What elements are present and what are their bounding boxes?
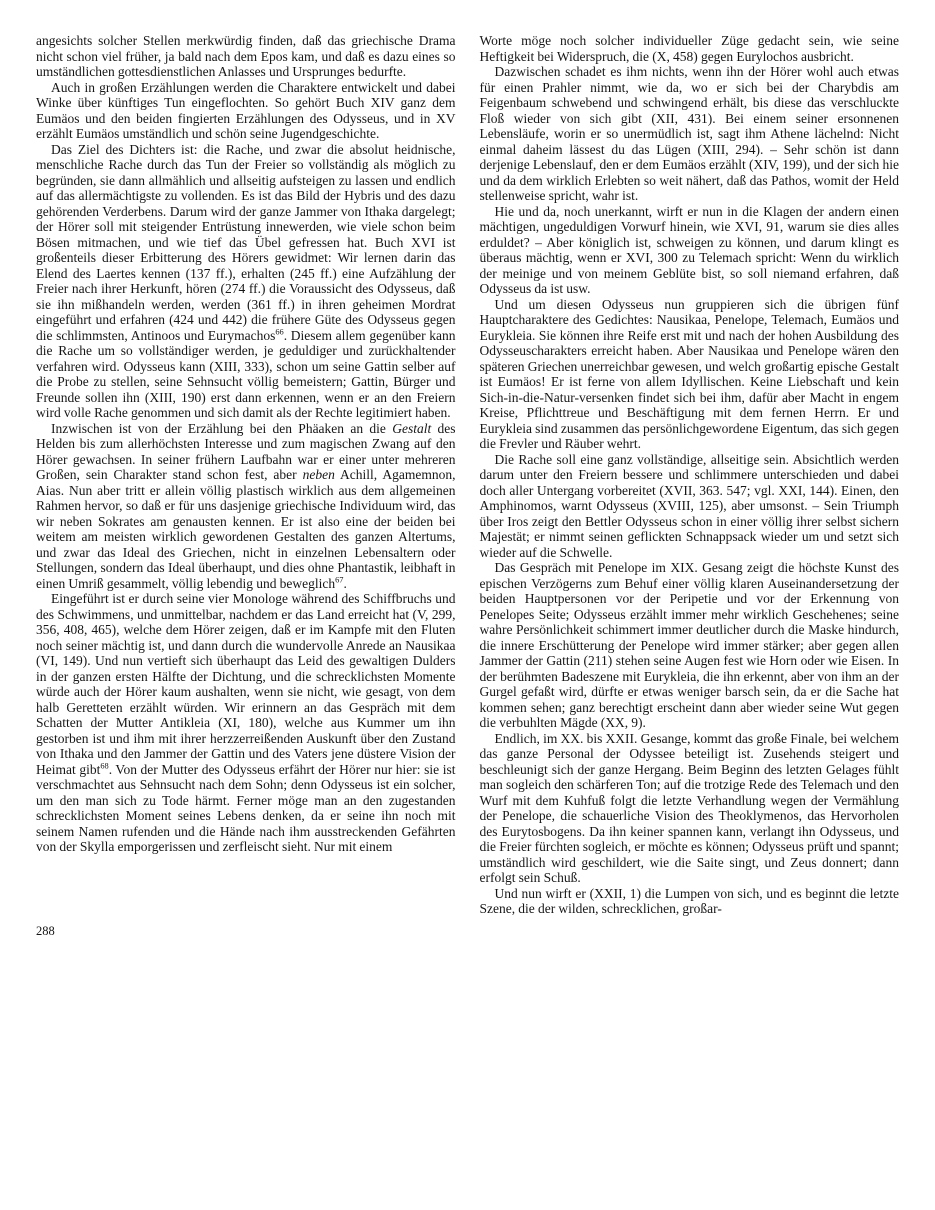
- emphasized-text: neben: [302, 467, 335, 482]
- text-run: Auch in großen Erzählungen werden die Charaktere entwickelt und dabei Winke über künftiges Tun eingeflochten. So gehört Buch XIV ganz dem Eumäos und den beiden fingierten Erzählungen des Odysseus, und in XV erzählt Eumäos umständlich und schön seine Jugendgeschichte.: [36, 79, 456, 141]
- paragraph: [36, 33, 456, 80]
- paragraph: [36, 142, 456, 421]
- paragraph: [480, 297, 900, 452]
- footnote-ref: 66: [275, 327, 284, 336]
- paragraph: [36, 591, 456, 855]
- paragraph: [480, 452, 900, 561]
- text-run: Inzwischen ist von der Erzählung bei den Phäaken an die: [51, 420, 393, 436]
- text-run: Und um diesen Odysseus nun gruppieren sich die übrigen fünf Hauptcharaktere des Gedichtes: Nausikaa, Penelope, Telemach, Eumäos und Eurykleia. Sie können ihre Reife erst mit und nach der hohen Ausbildung des Odysseuscharakters erreicht haben. Aber Nausikaa und Penelope wären den späteren Griechen unerreichbar gewesen, und welch großartig epische Gestalt ist Eumäos! Er ist ferne von allem Idyllischen. Keine Liebschaft und kein Sich-in-die-Natur-versenken findet sich bei ihm, dafür aber Macht in engem Kreise, Pflichttreue und Beschäftigung mit dem fernen Herrn. Er und Eurykleia sind zusammen das persönlichgewordene Eigentum, das sich gegen die Frevler und Räuber wehrt.: [479, 296, 899, 451]
- text-run: angesichts solcher Stellen merkwürdig finden, daß das griechische Drama nicht schon viel früher, ja bald nach dem Epos kam, und daß es dazu eines so umständlichen gottesdienstlichen Anlasses und Ursprunges bedurfte.: [36, 33, 456, 79]
- text-run: Dazwischen schadet es ihm nichts, wenn ihn der Hörer wohl auch etwas für einen Prahler nimmt, wie da, wo er sich bei der Charybdis am Feigenbaum schwebend und schwingend erhält, bis diese das verschluckte Floß wieder von sich gibt (XII, 431). Bei einem seiner ersonnenen Lebensläufe, worin er so unermüdlich ist, sagt ihm Athene lächelnd: Nicht einmal daheim lässest du das Lügen (XIII, 294). – Sehr schön ist dann derjenige Lebenslauf, den er dem Eumäos erzählt (XIV, 199), und der sich hie und da dem wirklich Erlebten so weit nähert, daß das Pathos, womit der Held stellenweise spricht, wahr ist.: [479, 64, 899, 203]
- paragraph: [480, 204, 900, 297]
- text-run: Achill, Agamemnon, Aias. Nun aber tritt er allein völlig plastisch wirklich aus dem allgemeinen Rahmen hervor, so daß er für uns dasjenige griechische Individuum wird, das wir neben Sokrates am genausten kennen. Er ist also eine der beiden bei weitem am meisten wirklich gewordenen Gestalten des ganzen Altertums, und zwar das Ideal des Griechen, nicht in einzelnen Lebensaltern oder Stellungen, sondern das Ideal überhaupt, und dies ohne Phantastik, leibhaft in einen Umriß gesammelt, völlig lebendig und beweglich: [36, 467, 456, 591]
- page-number: 288: [36, 923, 55, 938]
- right-column: [480, 33, 900, 917]
- paragraph: [480, 731, 900, 886]
- text-run: Eingeführt ist er durch seine vier Monologe während des Schiffbruchs und des Schwimmens, und unmittelbar, nachdem er das Land erreicht hat (V, 299, 356, 408, 465), welche dem Hörer zeigen, daß er im Kampfe mit den Fluten noch seiner mächtig ist, und dann durch die wundervolle Anrede an Nausikaa (VI, 149). Und nun vertieft sich überhaupt das Leid des gewaltigen Dulders in der ganzen ersten Hälfte der Dichtung, und die schrecklichsten Momente würde auch der Hörer kaum aushalten, wenn sie nicht, wie gesagt, von dem halb Geretteten erzählt würden. Wir erinnern an das Gespräch mit dem Schatten der Mutter Antikleia (XI, 180), welche aus Kummer um ihn gestorben ist und ihm mit ihrer herzzerreißenden Auskunft über den Zustand von Ithaka und den Jammer der Gattin und des Vaters jene düstere Vision der Heimat gibt: [36, 591, 456, 777]
- text-run: Das Gespräch mit Penelope im XIX. Gesang zeigt die höchste Kunst des epischen Verzögerns zum Behuf einer völlig klaren Auseinandersetzung der beiden Hauptpersonen vor der Peripetie und vor der Erkennung von Penelopes Seite; Odysseus erzählt immer mehr wirklich Geschehenes; seine wahre Persönlichkeit schimmert immer deutlicher durch die Maske hindurch, die innere Erschütterung der Penelope wird immer stärker; aber gegen allen Jammer der Gattin (211) stehen seine Augen fest wie Horn oder wie Eisen. In der berühmten Badeszene mit Eurykleia, die ihn erkennt, aber von ihm an der Gurgel gefaßt wird, dürfte er etwas weniger barsch sein, da er die Sache hat kommen sehen; ganz berechtigt erscheint dann aber wieder seine Wut gegen die verbuhlten Mägde (XX, 9).: [479, 560, 899, 730]
- emphasized-text: Gestalt: [392, 420, 432, 436]
- text-run: .: [343, 575, 347, 591]
- paragraph: [480, 886, 900, 917]
- text-run: Endlich, im XX. bis XXII. Gesange, kommt das große Finale, bei welchem das ganze Personal der Odyssee beteiligt ist. Zusehends steigert und beschleunigt sich der ganze Hergang. Beim Beginn des letzten Gelages fühlt man sogleich den schärferen Ton; auf die trotzige Rede des Telemach und den Wurf mit dem Kuhfuß folgt die letzte Verhandlung wegen der Vermählung der Penelope, die schauerliche Vision des Theoklymenos, das Hervorholen des Eurytosbogens. Da ihn keiner spannen kann, verlangt ihn Odysseus, und die Freier fürchten sogleich, er möchte es können; Odysseus prüft und spannt; umständlich wird geschildert, wie die Saite singt, und Zeus donnert; dann erfolgt sein Schuß.: [479, 730, 899, 885]
- paragraph: [480, 64, 900, 204]
- text-columns: [36, 33, 899, 917]
- text-run: Die Rache soll eine ganz vollständige, allseitige sein. Absichtlich werden darum unter den Freiern bessere und schlimmere unterschieden und dabei doch aller Untergang vorbereitet (XVII, 363. 547; vgl. XXI, 144). Einen, den Amphinomos, warnt Odysseus (XVIII, 125), aber umsonst. – Sein Triumph über Iros zeigt den Bettler Odysseus schon in einer völlig ihrer selbst sichern Majestät; er nimmt seinen geflickten Schnappsack wieder um und setzt sich wieder auf die Schwelle.: [479, 451, 899, 560]
- text-run: Hie und da, noch unerkannt, wirft er nun in die Klagen der andern einen mächtigen, ungeduldigen Vorwurf hinein, wie XVI, 91, warum sie dies alles erduldet? – Aber königlich ist, schweigen zu können, und darum klingt es überaus mächtig, wenn er XVI, 300 zu Telemach spricht: Wenn du wirklich der meinige und von meinem Geblüte bist, so soll niemand erfahren, daß Odysseus da ist usw.: [479, 203, 899, 296]
- text-run: des Helden bis zum allerhöchsten Interesse und zum magischen Zwang auf den Hörer gewachsen. In seiner frühern Laufbahn war er einer unter mehreren Großen, sein Charakter stand schon fest, aber: [36, 420, 456, 482]
- text-run: Und nun wirft er (XXII, 1) die Lumpen von sich, und es beginnt die letzte Szene, die der wilden, schrecklichen, großar-: [479, 885, 899, 916]
- paragraph: [480, 560, 900, 731]
- paragraph: [36, 421, 456, 592]
- text-run: Das Ziel des Dichters ist: die Rache, und zwar die absolut heidnische, menschliche Rache durch das Tun der Freier so vollständig als möglich zu begründen, sie dann allmählich und allseitig aufsteigen zu lassen und endlich auf das allermächtigste zu vollenden. Es ist das Bild der Hybris und des dazu gehörenden Verderbens. Darum wird der ganze Jammer von Ithaka dargelegt; der Hörer soll mit steigender Entrüstung innewerden, wie viele schon beim Bösen mitmachen, und wie tief das Übel gefressen hat. Buch XVI ist großenteils dieser Erbitterung des Hörers gewidmet: Wir lernen darin das Elend des Laertes kennen (137 ff.), erhalten (245 ff.) eine Aufzählung der Freier nach ihrer Herkunft, hören (274 ff.) die Voraussicht des Odysseus, daß sie ihn mißhandeln werden, werden (361 ff.) in ihren geheimen Mordrat eingeführt und erfahren (424 und 442) die frühere Güte des Odysseus gegen die schlimmsten, Antinoos und Eurymachos: [36, 141, 456, 343]
- left-column: [36, 33, 456, 917]
- footnote-ref: 67: [335, 575, 344, 584]
- text-run: Worte möge noch solcher individueller Züge gedacht sein, wie seine Heftigkeit bei Widerspruch, die (X, 458) gegen Eurylochos ausbricht.: [479, 33, 899, 64]
- text-run: . Diesem allem gegenüber kann die Rache um so vollständiger werden, je geduldiger und zurückhaltender verfahren wird. Odysseus kann (XIII, 333), schon um seine Gattin selber auf die Probe zu stellen, seine Sehnsucht völlig bemeistern; Gattin, Bürger und Freunde sollen ihn (XIII, 190) erst dann erkennen, wenn er an den Freiern wird volle Rache genommen und sich damit als der Rechte legitimiert haben.: [36, 327, 456, 420]
- text-run: . Von der Mutter des Odysseus erfährt der Hörer nur hier: sie ist verschmachtet aus Sehnsucht nach dem Sohn; denn Odysseus ist ein solcher, um den man sich zu Tode härmt. Ferner möge man an den zugestanden schrecklichsten Moment seines Lebens denken, da er seine ihn noch mit seinem Namen rufenden und die Hände nach ihm ausstreckenden Gefährten von der Skylla emporgerissen und zerfleischt sieht. Nur mit einem: [36, 761, 456, 854]
- paragraph: [36, 80, 456, 142]
- paragraph: [480, 33, 900, 64]
- footnote-ref: 68: [100, 761, 109, 770]
